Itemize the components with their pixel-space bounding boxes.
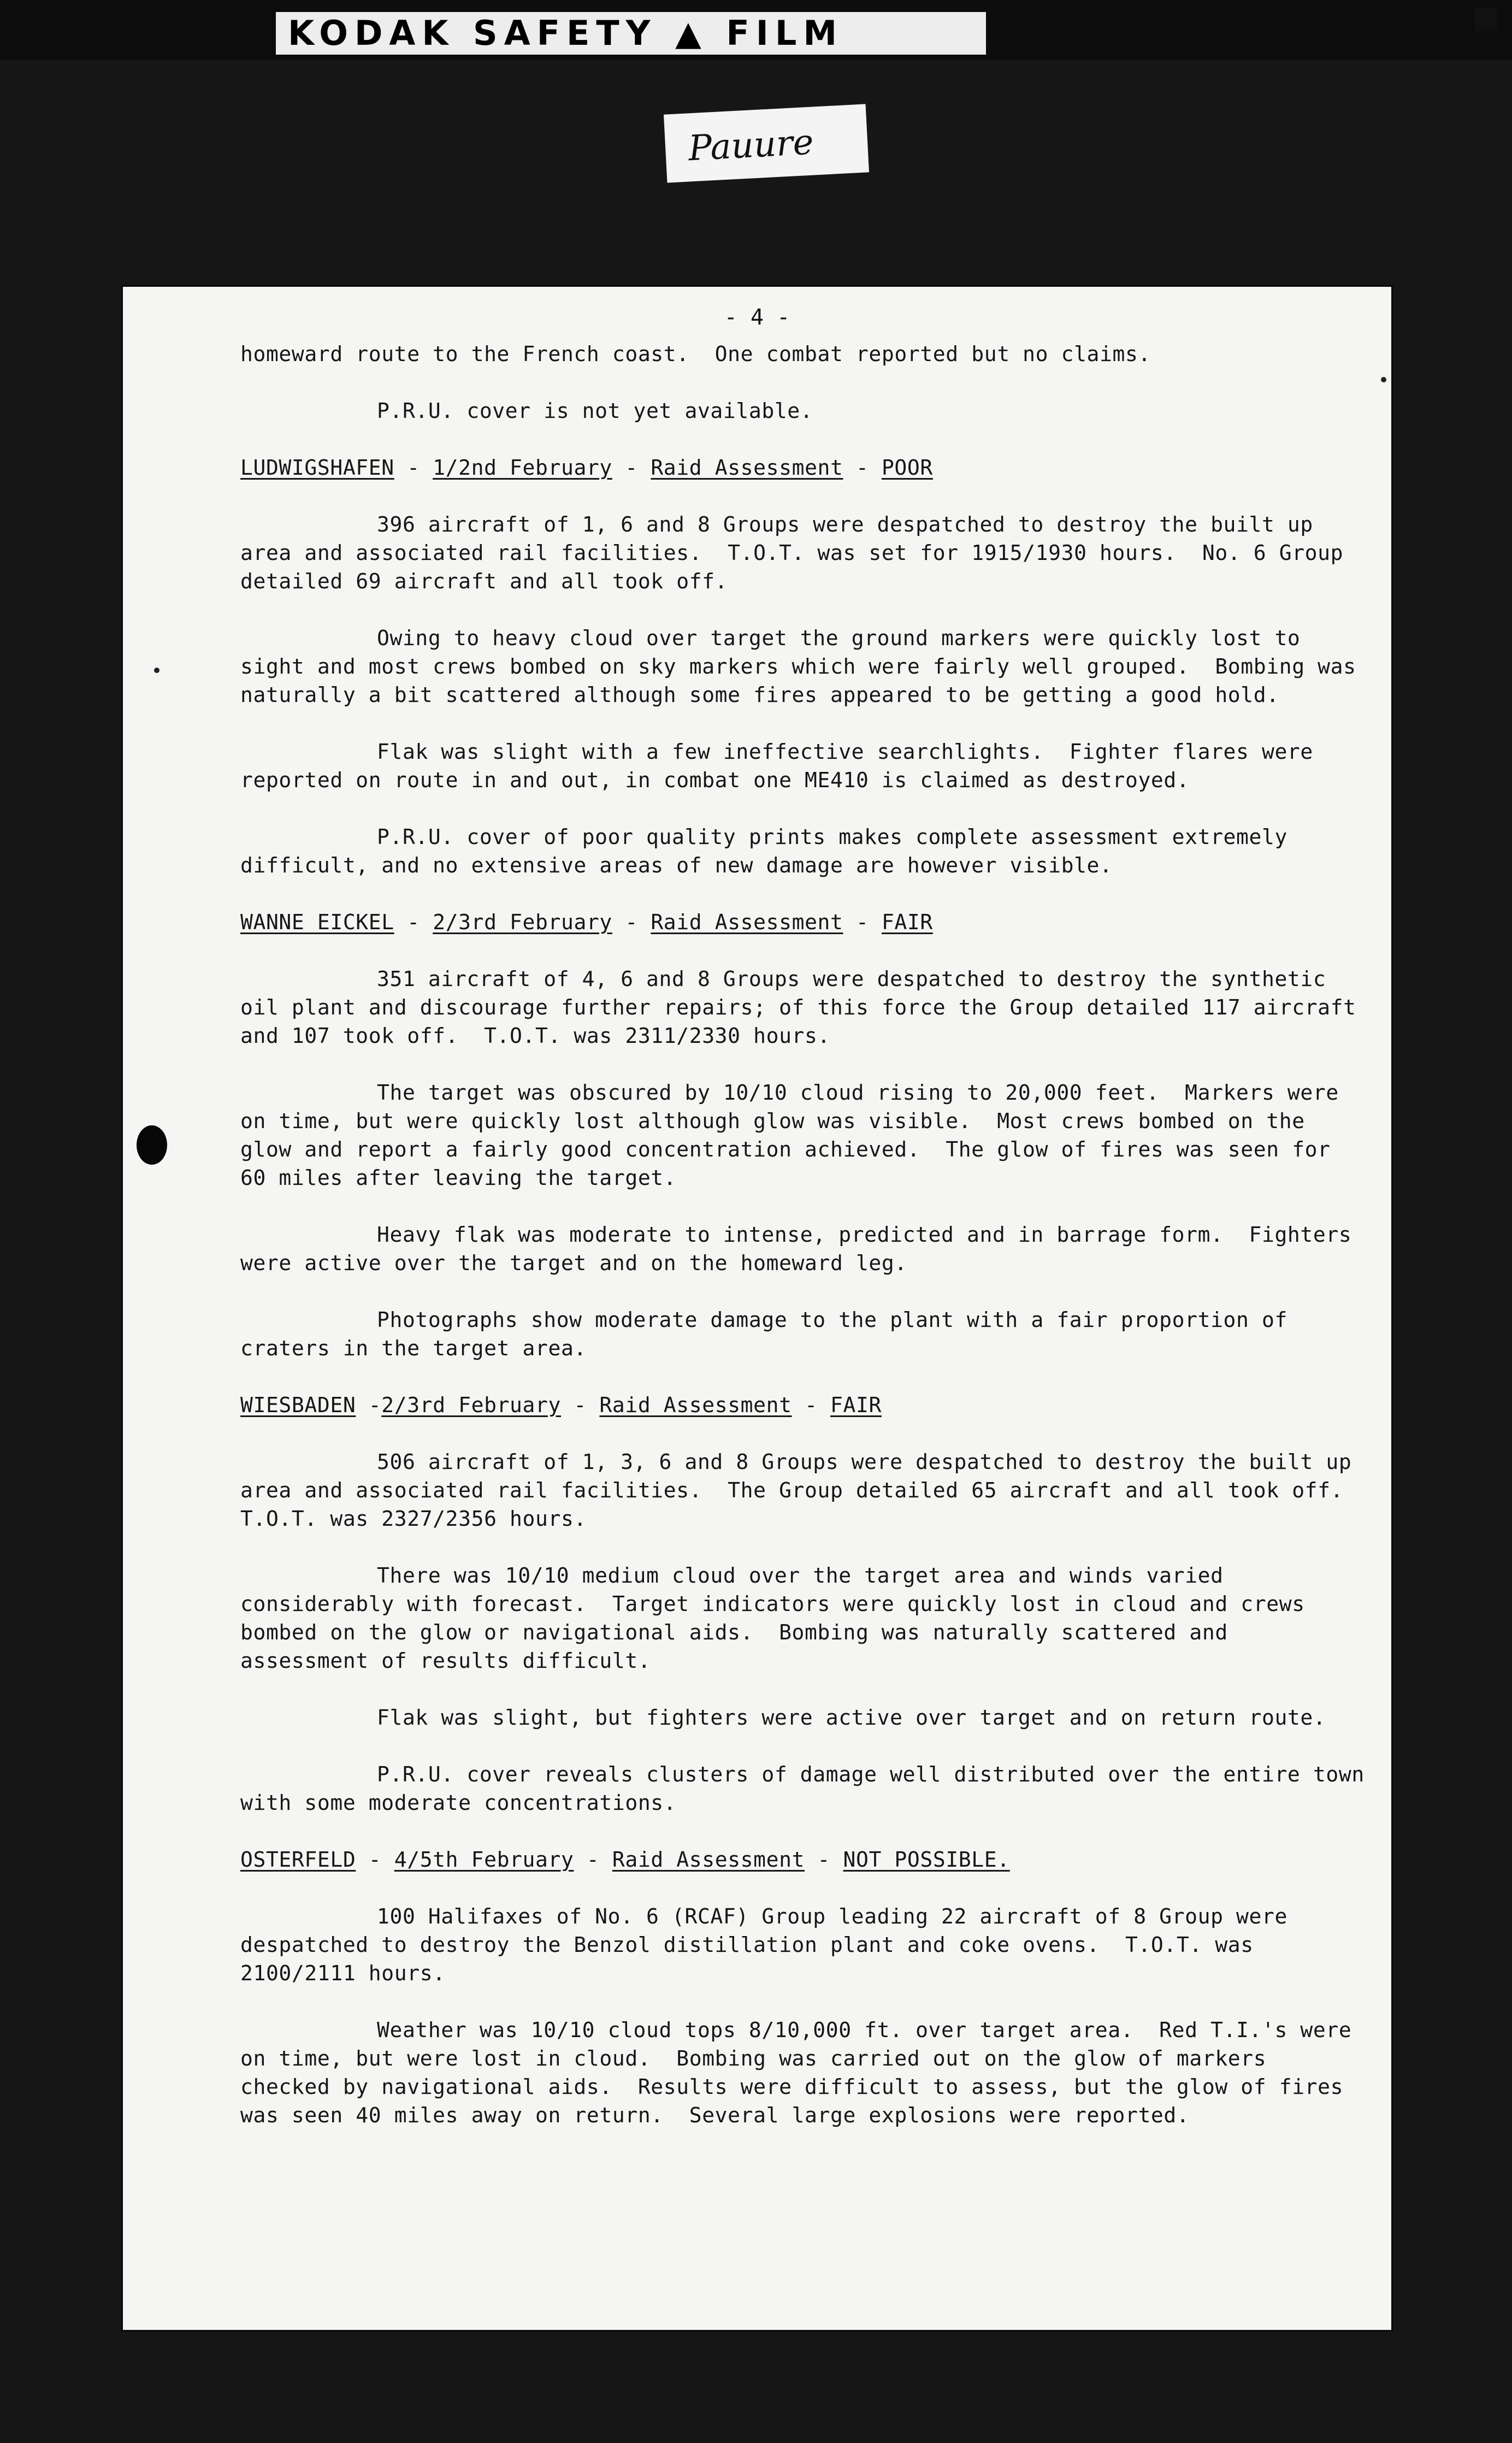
body-paragraph: 351 aircraft of 4, 6 and 8 Groups were despatched to destroy the synthetic oil plant and discourage further repairs; of this force the Group detailed 117 aircraft and 107 took off. T.O.T. was 2311/2330 hours. <box>240 967 1369 1048</box>
section-date: 2/3rd February <box>433 910 612 934</box>
separator: - <box>356 1393 382 1417</box>
body-paragraph: Owing to heavy cloud over target the ground markers were quickly lost to sight and most crews bombed on sky markers which were fairly well grouped. Bombing was naturally a bit scattered although some fires appeared to be getting a good hold. <box>240 626 1369 707</box>
separator: - <box>612 910 651 934</box>
separator: - <box>843 456 882 480</box>
section-name: WANNE EICKEL <box>240 910 394 934</box>
separator: - <box>394 456 433 480</box>
film-square-mark <box>1475 8 1498 31</box>
body-paragraph: The target was obscured by 10/10 cloud rising to 20,000 feet. Markers were on time, but were quickly lost although glow was visible. Most crews bombed on the glow and report a fairly good concentration achieved. The glow of fires was seen for 60 miles after leaving the target. <box>240 1081 1352 1190</box>
separator: - <box>394 910 433 934</box>
section-assessment-grade: FAIR <box>881 910 933 934</box>
section-assessment-label: Raid Assessment <box>612 1848 805 1872</box>
body-paragraph: P.R.U. cover is not yet available. <box>377 399 813 423</box>
section-assessment-label: Raid Assessment <box>651 910 843 934</box>
body-paragraph: Flak was slight with a few ineffective searchlights. Fighter flares were reported on route in and out, in combat one ME410 is claimed as destroyed. <box>240 740 1326 792</box>
document-body <box>240 340 1378 2158</box>
section-name: WIESBADEN <box>240 1393 356 1417</box>
body-paragraph: Photographs show moderate damage to the plant with a fair proportion of craters in the target area. <box>240 1308 1301 1360</box>
body-paragraph: Heavy flak was moderate to intense, predicted and in barrage form. Fighters were active over the target and on the homeward leg. <box>240 1223 1365 1275</box>
body-paragraph: P.R.U. cover reveals clusters of damage well distributed over the entire town with some moderate concentrations. <box>240 1762 1378 1815</box>
section-date: 1/2nd February <box>433 456 612 480</box>
handwritten-label <box>664 104 869 182</box>
separator: - <box>574 1848 612 1872</box>
body-paragraph: Flak was slight, but fighters were active over target and on return route. <box>377 1706 1326 1730</box>
section-date: 2/3rd February <box>381 1393 561 1417</box>
separator: - <box>805 1848 843 1872</box>
section-heading <box>240 1391 1366 1419</box>
section-heading <box>240 453 1366 482</box>
section-heading <box>240 908 1366 936</box>
separator: - <box>356 1848 394 1872</box>
body-paragraph: There was 10/10 medium cloud over the target area and winds varied considerably with forecast. Target indicators were quickly lost in cloud and crews bombed on the glow or navigational aids. Bombing was naturally scattered and assessment of results difficult. <box>240 1563 1318 1673</box>
section-assessment-label: Raid Assessment <box>651 456 843 480</box>
separator: - <box>843 910 882 934</box>
section-heading <box>240 1845 1366 1874</box>
body-paragraph: Weather was 10/10 cloud tops 8/10,000 ft. over target area. Red T.I.'s were on time, but were lost in cloud. Bombing was carried out on the glow of markers checked by navigational aids. Results were difficult to assess, but the glow of fires was seen 40 miles away on return. Several large explosions were reported. <box>240 2018 1365 2127</box>
section-name: LUDWIGSHAFEN <box>240 456 394 480</box>
section-assessment-grade: POOR <box>881 456 933 480</box>
section-assessment-grade: NOT POSSIBLE. <box>843 1848 1010 1872</box>
body-paragraph: homeward route to the French coast. One combat reported but no claims. <box>240 342 1151 366</box>
body-paragraph: P.R.U. cover of poor quality prints makes complete assessment extremely difficult, and no extensive areas of new damage are however visible. <box>240 825 1301 877</box>
document-page <box>121 285 1393 2332</box>
separator: - <box>560 1393 600 1417</box>
section-assessment-label: Raid Assessment <box>599 1393 792 1417</box>
section-date: 4/5th February <box>394 1848 574 1872</box>
section-assessment-grade: FAIR <box>830 1393 882 1417</box>
margin-dot <box>154 668 160 673</box>
punch-hole <box>137 1125 167 1165</box>
film-edge <box>0 0 1512 60</box>
separator: - <box>792 1393 831 1417</box>
margin-dot <box>1381 377 1386 382</box>
separator: - <box>612 456 651 480</box>
page-number: - 4 - <box>724 305 790 330</box>
film-edge-banner: KODAK SAFETY ▲ FILM <box>276 12 986 55</box>
body-paragraph: 506 aircraft of 1, 3, 6 and 8 Groups were despatched to destroy the built up area and associated rail facilities. The Group detailed 65 aircraft and all took off. T.O.T. was 2327/2356 hours. <box>240 1450 1369 1531</box>
handwritten-label-text: Pauure <box>687 122 815 169</box>
section-name: OSTERFELD <box>240 1848 356 1872</box>
body-paragraph: 396 aircraft of 1, 6 and 8 Groups were despatched to destroy the built up area and associated rail facilities. T.O.T. was set for 1915/1930 hours. No. 6 Group detailed 69 aircraft and all took off. <box>240 512 1356 593</box>
body-paragraph: 100 Halifaxes of No. 6 (RCAF) Group leading 22 aircraft of 8 Group were despatched to destroy the Benzol distillation plant and coke ovens. T.O.T. was 2100/2111 hours. <box>240 1904 1301 1985</box>
